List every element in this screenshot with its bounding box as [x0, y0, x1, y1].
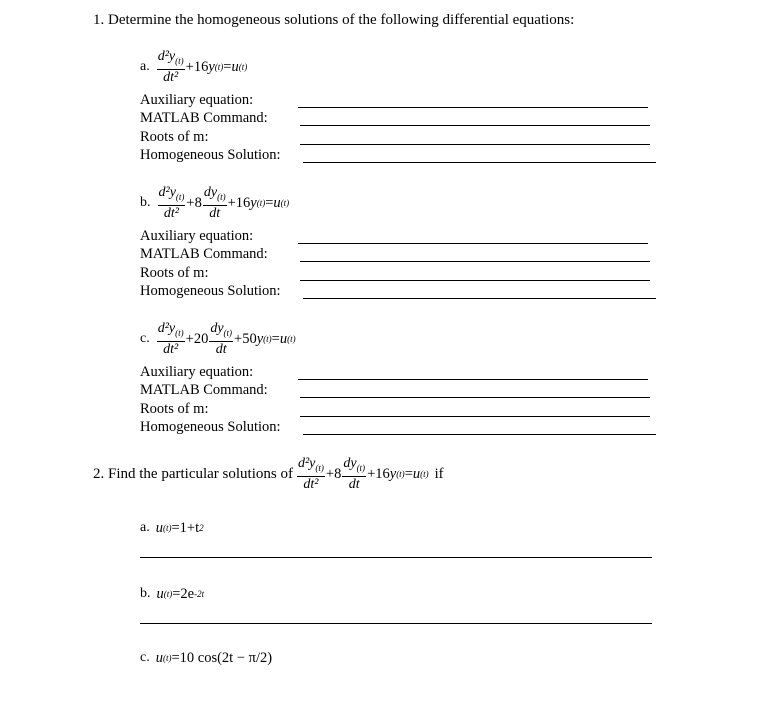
homog-answer-line[interactable] — [303, 162, 656, 163]
matlab-label: MATLAB Command: — [140, 246, 268, 262]
first-derivative-fraction: $\frac{dy_{(t)}}{dt}$ — [203, 185, 226, 221]
matlab-label: MATLAB Command: — [140, 110, 268, 126]
second-derivative-fraction: $\frac{d^2y_{(t)}}{\text{dt²}}$ — [157, 49, 184, 85]
first-derivative-fraction: $\frac{dy_{(t)}}{dt}$ — [210, 321, 233, 357]
question-2-heading-row: 2. Find the particular solutions of $\frac{d^2y_{(t)}}{\text{dt²}}$ +8 $\frac{dy_{(t)}}{dt}$ +16 y (t) = u (t) if — [93, 456, 444, 492]
part-marker: c. — [140, 331, 150, 346]
homog-label: Homogeneous Solution: — [140, 419, 281, 435]
homog-label: Homogeneous Solution: — [140, 283, 281, 299]
answer-line-2a[interactable] — [140, 557, 652, 558]
homog-answer-line[interactable] — [303, 298, 656, 299]
roots-label: Roots of m: — [140, 129, 209, 145]
matlab-answer-line[interactable] — [300, 397, 650, 398]
input-2a: a. u (t) =1+t 2 — [140, 519, 204, 536]
question-2-suffix: if — [434, 465, 444, 482]
roots-label: Roots of m: — [140, 265, 209, 281]
homog-label: Homogeneous Solution: — [140, 147, 281, 163]
part-marker: a. — [140, 520, 150, 535]
equation-1c: c. $\frac{d^2y_{(t)}}{\text{dt²}}$ +20 $\frac{dy_{(t)}}{dt}$ +50 y (t) = u (t) — [140, 321, 296, 357]
matlab-answer-line[interactable] — [300, 261, 650, 262]
roots-answer-line[interactable] — [300, 280, 650, 281]
roots-label: Roots of m: — [140, 401, 209, 417]
roots-answer-line[interactable] — [300, 416, 650, 417]
equation-1b: b. $\frac{d^2y_{(t)}}{\text{dt²}}$ +8 $\frac{dy_{(t)}}{dt}$ +16 y (t) = u (t) — [140, 185, 290, 221]
first-derivative-fraction: $\frac{dy_{(t)}}{dt}$ — [343, 456, 366, 492]
answer-line-2b[interactable] — [140, 623, 652, 624]
aux-answer-line[interactable] — [298, 107, 648, 108]
aux-label: Auxiliary equation: — [140, 228, 254, 244]
aux-answer-line[interactable] — [298, 243, 648, 244]
equation-1a: a. $\frac{d^2y_{(t)}}{\text{dt²}}$ +16 y (t) = u (t) — [140, 49, 248, 85]
question-2-heading: 2. Find the particular solutions of — [93, 465, 293, 482]
aux-label: Auxiliary equation: — [140, 364, 254, 380]
second-derivative-fraction: $\frac{d^2y_{(t)}}{\text{dt²}}$ — [297, 456, 324, 492]
matlab-answer-line[interactable] — [300, 125, 650, 126]
second-derivative-fraction: $\frac{d^2y_{(t)}}{\text{dt²}}$ — [157, 321, 184, 357]
second-derivative-fraction: $\frac{d^2y_{(t)}}{\text{dt²}}$ — [158, 185, 185, 221]
roots-answer-line[interactable] — [300, 144, 650, 145]
question-1-heading: 1. Determine the homogeneous solutions of the following differential equations: — [93, 12, 575, 28]
part-marker: c. — [140, 650, 150, 665]
matlab-label: MATLAB Command: — [140, 382, 268, 398]
homog-answer-line[interactable] — [303, 434, 656, 435]
aux-label: Auxiliary equation: — [140, 92, 254, 108]
aux-answer-line[interactable] — [298, 379, 648, 380]
part-marker: b. — [140, 586, 151, 601]
input-2c: c. u (t) =10 cos(2t − π/2) — [140, 649, 273, 666]
part-marker: a. — [140, 59, 150, 74]
input-2b: b. u (t) =2e -2t — [140, 585, 205, 602]
part-marker: b. — [140, 195, 151, 210]
